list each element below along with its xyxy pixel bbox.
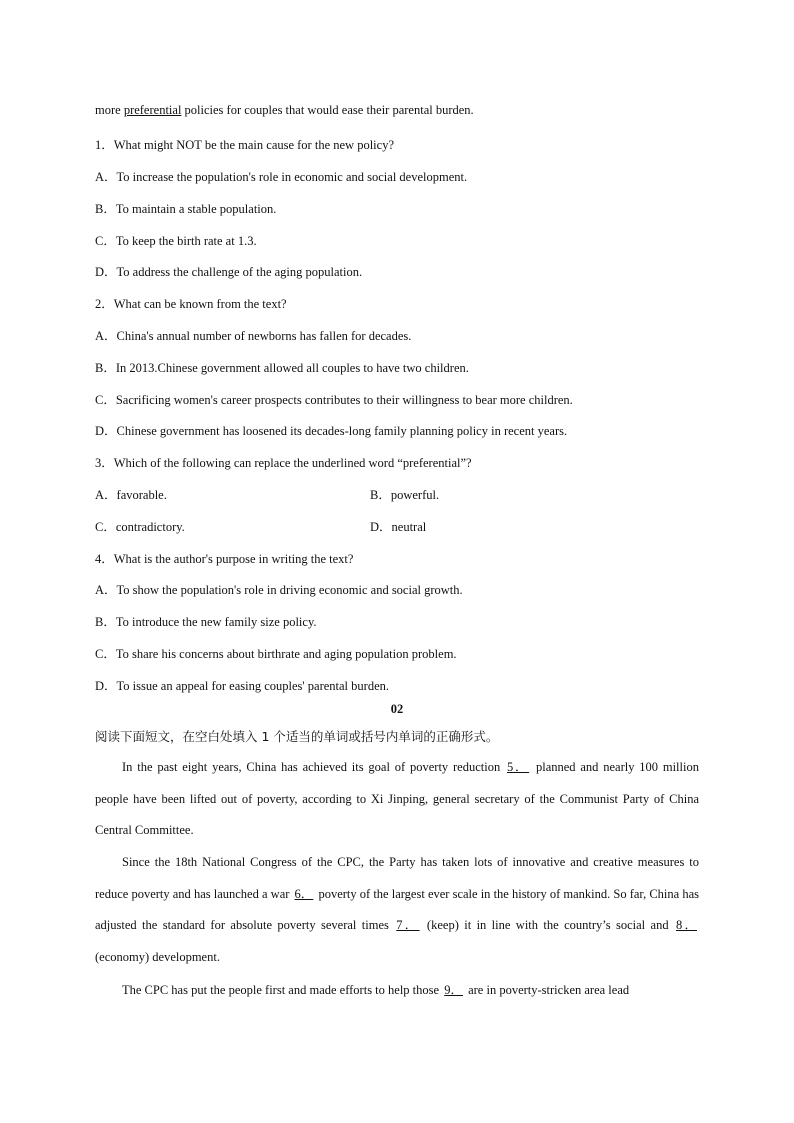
question-stem: 1．What might NOT be the main cause for the new policy? [95, 138, 394, 152]
blank-7[interactable]: 7． [396, 918, 420, 932]
paragraph-text: In the past eight years, China has achieved its goal of poverty reduction [122, 760, 506, 774]
answer-option: A．favorable. [95, 488, 167, 502]
answer-option: D．neutral [370, 520, 427, 534]
answer-option: B．powerful. [370, 488, 440, 502]
answer-option: A．To show the population's role in driving economic and social growth. [95, 583, 463, 597]
answer-option: A．To increase the population's role in economic and social development. [95, 170, 468, 184]
answer-option: D．To issue an appeal for easing couples' parental burden. [95, 679, 389, 693]
cloze-paragraph [95, 847, 699, 973]
passage-text: policies for couples that would ease their parental burden. [181, 103, 474, 117]
paragraph-text: The CPC has put the people first and made efforts to help those [122, 983, 443, 997]
blank-6[interactable]: 6． [294, 886, 314, 901]
blank-5[interactable]: 5． [507, 760, 530, 774]
cloze-paragraph [95, 975, 699, 1007]
blank-8[interactable]: 8． [675, 918, 697, 932]
paragraph-text: (keep) it in line with the country’s social and [421, 918, 674, 932]
answer-option: B．In 2013.Chinese government allowed all couples to have two children. [95, 361, 469, 375]
paragraph-text: planned and nearly 100 million people have been lifted out of poverty, according to Xi Jinping, general secretary of the Communist Party of China Central Committee. [95, 760, 699, 837]
question-stem: 2．What can be known from the text? [95, 297, 287, 311]
paragraph-text: Since the 18th National Congress of the CPC, the Party has taken lots of innovative and creative measures to reduce poverty and has launched a war [95, 855, 699, 901]
cloze-paragraph [95, 752, 699, 847]
passage-continuation [95, 103, 474, 118]
answer-option: C．Sacrificing women's career prospects contributes to their willingness to bear more children. [95, 393, 573, 407]
paragraph-text: poverty of the largest ever scale in the history of mankind. So far, China has adjusted the standard for absolute poverty several times [95, 886, 700, 932]
answer-option: D．To address the challenge of the aging population. [95, 265, 363, 279]
question-stem: 3．Which of the following can replace the underlined word “preferential”? [95, 456, 472, 470]
passage-text: more [95, 103, 124, 117]
underlined-word: preferential [123, 103, 182, 117]
answer-option: C．To share his concerns about birthrate and aging population problem. [95, 647, 457, 661]
section-number: 02 [390, 702, 404, 716]
answer-option: D．Chinese government has loosened its decades-long family planning policy in recent years. [95, 424, 568, 438]
answer-option: C．To keep the birth rate at 1.3. [95, 234, 257, 248]
paragraph-text: (economy) development. [95, 949, 220, 964]
blank-9[interactable]: 9． [444, 983, 463, 997]
paragraph-text: are in poverty-stricken area lead [464, 983, 630, 997]
answer-option: C．contradictory. [95, 520, 185, 534]
answer-option: A．China's annual number of newborns has fallen for decades. [95, 329, 412, 343]
question-stem: 4．What is the author's purpose in writing the text? [95, 552, 354, 566]
section-instruction: 阅读下面短文，在空白处填入 1 个适当的单词或括号内单词的正确形式。 [95, 729, 499, 744]
answer-option: B．To introduce the new family size policy. [95, 615, 317, 629]
answer-option: B．To maintain a stable population. [95, 202, 277, 216]
